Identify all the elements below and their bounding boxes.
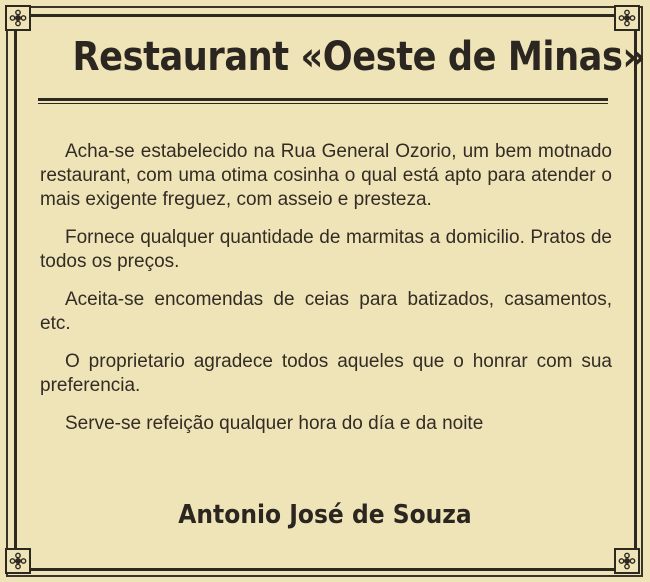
title-divider xyxy=(38,98,608,104)
ad-title: Restaurant «Oeste de Minas» xyxy=(72,34,645,80)
paragraph-delivery: Fornece qualquer quantidade de marmitas a domicilio. Pratos de todos os preços. xyxy=(40,227,612,272)
paragraph-thanks: O proprietario agradece todos aqueles que o honrar com sua preferencia. xyxy=(40,351,612,396)
paragraph-hours: Serve-se refeição qualquer hora do día e da noite xyxy=(65,413,484,434)
ad-body xyxy=(40,140,612,450)
paragraph-orders: Aceita-se encomendas de ceias para batizados, casamentos, etc. xyxy=(40,289,612,334)
floral-rosette-icon xyxy=(5,5,31,31)
paragraph-location: Acha-se estabelecido na Rua General Ozorio, um bem motnado restaurant, com uma otima cosinha o qual está apto para atender o mais exigente freguez, com asseio e presteza. xyxy=(40,141,612,210)
floral-rosette-icon xyxy=(614,5,640,31)
proprietor-signature: Antonio José de Souza xyxy=(178,500,472,530)
floral-rosette-icon xyxy=(5,548,31,574)
floral-rosette-icon xyxy=(614,548,640,574)
